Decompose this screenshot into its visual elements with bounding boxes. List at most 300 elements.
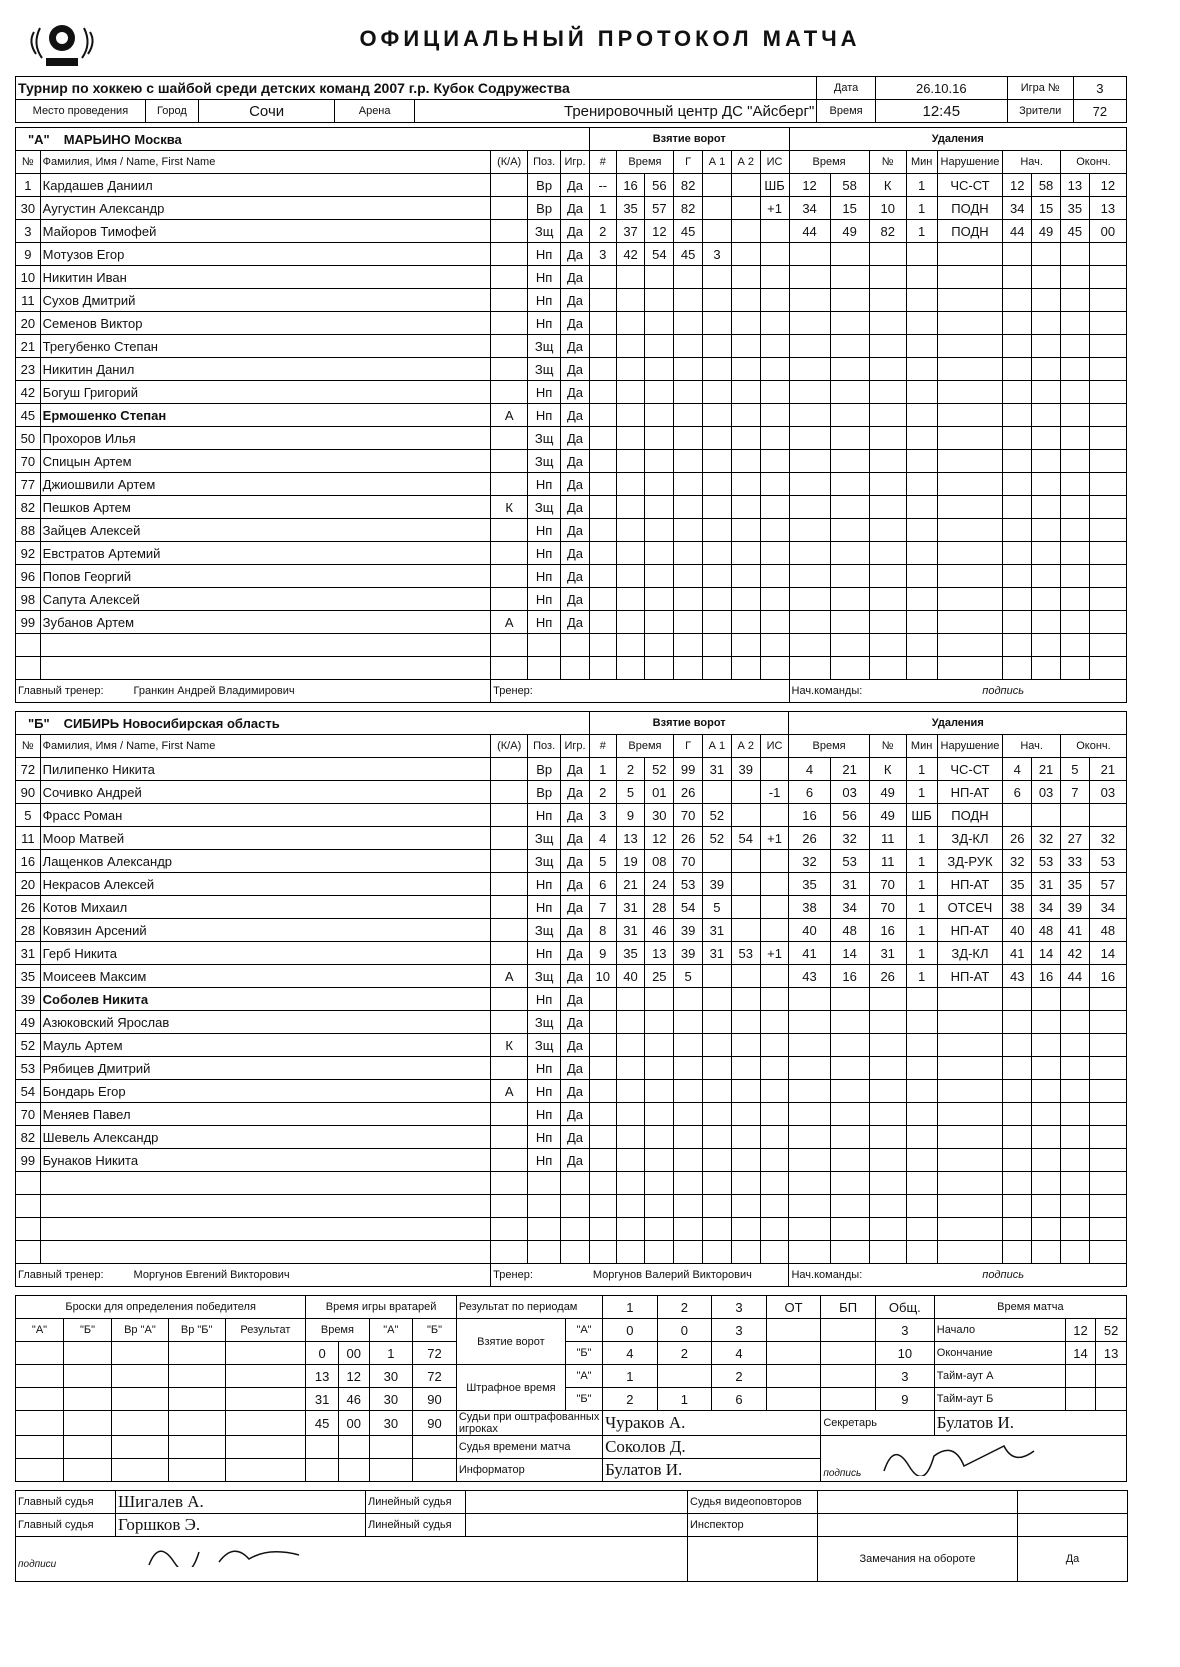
time-value: 12:45 [875,100,1007,123]
gk-cell: 45 [306,1411,339,1436]
goal-cell [731,220,760,243]
player-position: Вр [528,197,561,220]
penalty-cell: 49 [869,781,906,804]
player-ka [491,942,528,965]
player-number: 35 [16,965,41,988]
player-ka [491,220,528,243]
goal-cell [760,896,789,919]
pim-b-total: 9 [875,1388,934,1411]
player-name: Зубанов Артем [40,611,490,634]
arena-value: Тренировочный центр ДС "Айсберг" [415,100,817,123]
player-number: 11 [16,827,41,850]
shootout-col-gk-b: Вр "Б" [168,1319,225,1342]
goal-cell [703,197,732,220]
goal-cell: 70 [674,804,703,827]
shootout-col-gk-a: Вр "А" [112,1319,169,1342]
col-p_min: Мин [906,151,937,174]
team-a-marker: "А" [565,1365,602,1388]
player-row [16,1057,1127,1080]
col-g_g: Г [674,151,703,174]
penalty-cell: 03 [1032,781,1061,804]
goal-cell [731,873,760,896]
penalty-cell: 39 [1060,896,1089,919]
goals-title: Взятие ворот [589,712,789,735]
player-name: Фрасс Роман [40,804,491,827]
penalty-cell: 43 [789,965,830,988]
goals-b-ot [766,1342,821,1365]
player-played: Да [561,1149,590,1172]
penalty-cell: 26 [789,827,830,850]
goal-cell: 39 [674,942,703,965]
player-number: 49 [16,1011,41,1034]
goal-cell: 39 [731,758,760,781]
penalty-box-judge: Чураков А. [603,1411,821,1436]
player-number: 88 [16,519,41,542]
penalty-cell: 1 [906,919,937,942]
player-number: 50 [16,427,41,450]
penalty-cell: 26 [1003,827,1032,850]
goals-a-total: 3 [875,1319,934,1342]
period-col-total: Общ. [875,1296,934,1319]
penalty-cell: 32 [830,827,869,850]
penalty-cell: НП-АТ [937,781,1003,804]
col-play: Игр. [561,151,590,174]
gk-cell: 30 [369,1411,413,1436]
penalty-cell: 21 [830,758,869,781]
remarks-label: Замечания на обороте [818,1537,1018,1582]
player-ka [491,565,528,588]
player-played: Да [561,519,590,542]
player-ka: К [491,1034,528,1057]
start-label: Начало [934,1319,1065,1342]
player-played: Да [561,1080,590,1103]
gk-col-b: "Б" [413,1319,457,1342]
player-row [16,873,1127,896]
player-name: Моор Матвей [40,827,491,850]
goal-cell: 3 [703,243,732,266]
player-position: Вр [528,758,561,781]
coach-name: Моргунов Валерий Викторович [592,1269,752,1281]
goal-cell [731,174,760,197]
informer-name: Булатов И. [603,1459,821,1482]
player-row [16,781,1127,804]
goals-label: Взятие ворот [456,1319,565,1365]
referee-1: Шигалев А. [116,1491,366,1514]
player-name: Сухов Дмитрий [40,289,490,312]
spectators-label: Зрители [1007,100,1073,123]
player-number: 54 [16,1080,41,1103]
end-hour: 14 [1065,1342,1096,1365]
pim-b-ot [766,1388,821,1411]
secretary-label: Секретарь [821,1411,934,1436]
player-position: Нп [528,988,561,1011]
penalty-cell: 48 [830,919,869,942]
player-played: Да [561,1034,590,1057]
player-name: Богуш Григорий [40,381,490,404]
player-number: 45 [16,404,41,427]
goal-cell: 40 [616,965,645,988]
player-number: 23 [16,358,41,381]
penalty-cell: 44 [789,220,830,243]
gk-cell: 46 [339,1388,370,1411]
goals-a-p2: 0 [657,1319,712,1342]
penalty-cell: 41 [1003,942,1032,965]
penalty-cell: 6 [789,781,830,804]
penalty-cell: 82 [869,220,906,243]
player-name: Лащенков Александр [40,850,491,873]
player-position: Зщ [528,1011,561,1034]
gk-cell: 0 [306,1342,339,1365]
team_a-roster-table [15,127,1127,703]
player-ka [491,827,528,850]
player-number: 82 [16,1126,41,1149]
player-row [16,404,1127,427]
player-row [16,381,1127,404]
player-row [16,611,1127,634]
goal-cell: 21 [616,873,645,896]
player-number: 28 [16,919,41,942]
player-played: Да [561,896,590,919]
penalty-cell: 41 [1060,919,1089,942]
player-number: 82 [16,496,41,519]
player-row [16,758,1127,781]
player-name: Герб Никита [40,942,491,965]
goal-cell: 1 [589,758,616,781]
player-number: 90 [16,781,41,804]
player-position: Нп [528,266,561,289]
col-g_a2: А 2 [731,151,760,174]
goal-cell [760,873,789,896]
goals-b-p1: 4 [603,1342,658,1365]
penalty-cell: 21 [1089,758,1126,781]
penalty-cell: 31 [830,873,869,896]
player-played: Да [561,804,590,827]
gk-cell: 12 [339,1365,370,1388]
date-value: 26.10.16 [875,77,1007,100]
penalty-cell: НП-АТ [937,873,1003,896]
player-row [16,634,1127,657]
col-number: № [16,151,41,174]
penalty-cell: 00 [1089,220,1126,243]
player-name: Ермошенко Степан [40,404,490,427]
penalty-cell: ПОДН [937,197,1003,220]
player-number: 99 [16,1149,41,1172]
player-played: Да [561,611,590,634]
col-name [40,151,490,174]
period-col-bp: БП [821,1296,876,1319]
player-row [16,827,1127,850]
gk-cell: 00 [339,1411,370,1436]
player-row [16,496,1127,519]
player-played: Да [561,758,590,781]
player-ka [491,850,528,873]
player-row [16,896,1127,919]
player-ka [491,243,528,266]
penalty-cell: 41 [789,942,830,965]
penalty-cell: 44 [1060,965,1089,988]
player-row [16,1080,1127,1103]
player-number: 3 [16,220,41,243]
player-ka [491,450,528,473]
goal-cell: 54 [731,827,760,850]
player-position: Нп [528,1057,561,1080]
goal-cell: 12 [645,220,674,243]
penalty-cell: 32 [789,850,830,873]
penalty-cell [1089,804,1126,827]
penalty-cell: ОТСЕЧ [937,896,1003,919]
player-position: Зщ [528,335,561,358]
col-p_min: Мин [906,735,937,758]
penalty-cell: 1 [906,873,937,896]
player-row [16,519,1127,542]
penalty-cell: НП-АТ [937,965,1003,988]
player-ka [491,781,528,804]
team-a-section [15,127,1127,703]
goal-cell: 8 [589,919,616,942]
col-play: Игр. [561,735,590,758]
penalty-cell: 03 [1089,781,1126,804]
goal-cell: 35 [616,942,645,965]
goal-cell: 31 [703,942,732,965]
goal-cell [731,197,760,220]
penalty-cell: 1 [906,850,937,873]
player-position: Нп [528,942,561,965]
goal-cell: 56 [645,174,674,197]
informer-label: Информатор [456,1459,602,1482]
player-row [16,1149,1127,1172]
player-name: Котов Михаил [40,896,491,919]
referee-2: Горшков Э. [116,1514,366,1537]
penalty-cell: ЧС-СТ [937,174,1003,197]
col-pen-start: Нач. [1003,735,1061,758]
player-ka [491,335,528,358]
col-goal-time: Время [616,151,674,174]
sign-label: подпись [982,685,1025,697]
goals-b-bp [821,1342,876,1365]
penalty-cell: 12 [1003,174,1032,197]
goal-cell: 13 [616,827,645,850]
end-minute: 13 [1096,1342,1127,1365]
penalty-cell: 42 [1060,942,1089,965]
player-ka [491,896,528,919]
goal-cell: 31 [703,758,732,781]
player-name: Спицын Артем [40,450,490,473]
penalty-cell: 35 [1060,197,1089,220]
head-coach [16,1264,491,1287]
penalty-cell: 34 [1003,197,1032,220]
goal-cell [731,243,760,266]
player-row [16,174,1127,197]
player-played: Да [561,965,590,988]
penalty-cell: 13 [1060,174,1089,197]
col-g_g: Г [674,735,703,758]
penalty-cell: 21 [1032,758,1061,781]
player-position: Нп [528,473,561,496]
goal-cell: 10 [589,965,616,988]
penalty-cell: 34 [1032,896,1061,919]
player-number: 96 [16,565,41,588]
player-name: Джиошвили Артем [40,473,490,496]
goal-cell: 82 [674,197,703,220]
player-row [16,243,1127,266]
goals-a-bp [821,1319,876,1342]
team_b-roster-table [15,711,1127,1287]
penalty-cell: ЗД-КЛ [937,942,1003,965]
inspector-label: Инспектор [688,1514,818,1537]
period-col-1: 1 [603,1296,658,1319]
head-coach-name: Гранкин Андрей Владимирович [133,685,295,697]
penalty-cell: 35 [1003,873,1032,896]
player-number: 72 [16,758,41,781]
team-letter: "Б" [28,715,50,731]
player-played: Да [561,312,590,335]
penalties-title: Удаления [789,712,1127,735]
penalty-cell: К [869,758,906,781]
captain [789,1264,1127,1287]
player-position: Нп [528,312,561,335]
protocol-form [15,76,1127,1582]
player-row [16,919,1127,942]
penalties-title: Удаления [789,128,1127,151]
player-position: Нп [528,873,561,896]
goal-cell: 45 [674,220,703,243]
player-number: 1 [16,174,41,197]
player-row [16,565,1127,588]
captain-label: Нач.команды: [791,1269,863,1281]
player-position: Нп [528,381,561,404]
captain [789,680,1127,703]
team-title [16,128,590,151]
penalty-cell: ЗД-РУК [937,850,1003,873]
col-name [40,735,491,758]
player-row [16,1195,1127,1218]
goal-cell: 5 [589,850,616,873]
goal-cell: +1 [760,942,789,965]
player-name: Пилипенко Никита [40,758,491,781]
player-number: 77 [16,473,41,496]
goal-cell: 5 [674,965,703,988]
player-ka: А [491,611,528,634]
player-played: Да [561,1057,590,1080]
player-position: Зщ [528,850,561,873]
player-row [16,1172,1127,1195]
head-coach-name: Моргунов Евгений Викторович [133,1269,290,1281]
match-time-title: Время матча [934,1296,1126,1319]
penalty-cell: 1 [906,965,937,988]
penalty-cell: 32 [1032,827,1061,850]
goal-cell: 39 [674,919,703,942]
time-label: Время [817,100,876,123]
penalty-cell: 11 [869,850,906,873]
pim-label: Штрафное время [456,1365,565,1411]
gk-cell: 1 [369,1342,413,1365]
team-letter: "А" [28,131,50,147]
player-position: Зщ [528,450,561,473]
penalty-cell: 38 [1003,896,1032,919]
penalty-cell: ЧС-СТ [937,758,1003,781]
penalty-cell: 16 [869,919,906,942]
player-number: 30 [16,197,41,220]
player-row [16,1241,1127,1264]
player-position: Зщ [528,1034,561,1057]
head-coach-label: Главный тренер: [18,685,104,697]
player-name: Некрасов Алексей [40,873,491,896]
gk-col-time: Время [306,1319,369,1342]
player-number: 92 [16,542,41,565]
goal-cell: 4 [589,827,616,850]
col-ka: (К/А) [491,735,528,758]
player-name: Ковязин Арсений [40,919,491,942]
player-played: Да [561,781,590,804]
player-position: Нп [528,565,561,588]
player-ka [491,427,528,450]
player-number: 20 [16,312,41,335]
penalty-cell: 4 [789,758,830,781]
col-goal-time: Время [616,735,674,758]
goal-cell [731,919,760,942]
player-row [16,473,1127,496]
tournament-name: Турнир по хоккею с шайбой среди детских команд 2007 г.р. Кубок Содружества [16,77,817,100]
game-label: Игра № [1007,77,1073,100]
player-row [16,1218,1127,1241]
player-position: Нп [528,1080,561,1103]
player-ka [491,758,528,781]
player-played: Да [561,850,590,873]
player-name: Азюковский Ярослав [40,1011,491,1034]
goalie-time-title: Время игры вратарей [306,1296,457,1319]
player-ka [491,988,528,1011]
goal-cell: 24 [645,873,674,896]
player-played: Да [561,289,590,312]
player-row [16,197,1127,220]
player-number: 9 [16,243,41,266]
penalty-cell: 33 [1060,850,1089,873]
player-name: Мотузов Егор [40,243,490,266]
player-row [16,657,1127,680]
player-position: Зщ [528,919,561,942]
secretary-signature [864,1436,1064,1476]
document-title: ОФИЦИАЛЬНЫЙ ПРОТОКОЛ МАТЧА [359,26,861,51]
periods-title: Результат по периодам [456,1296,602,1319]
penalty-cell: 53 [830,850,869,873]
col-g_is: ИС [760,151,789,174]
player-ka [491,919,528,942]
player-row [16,335,1127,358]
goal-cell: 37 [616,220,645,243]
player-ka [491,1103,528,1126]
coach-label: Тренер: [493,685,533,697]
goal-cell: 42 [616,243,645,266]
player-played: Да [561,450,590,473]
penalty-cell: 1 [906,827,937,850]
gk-cell: 30 [369,1388,413,1411]
goal-cell [760,220,789,243]
col-goal-num: # [589,735,616,758]
col-p_num: № [869,151,906,174]
penalty-cell: 48 [1089,919,1126,942]
goal-cell: -1 [760,781,789,804]
sign-label: подпись [982,1269,1024,1281]
player-row [16,450,1127,473]
player-ka [491,358,528,381]
penalty-cell: ПОДН [937,220,1003,243]
player-ka [491,1126,528,1149]
player-ka [491,1011,528,1034]
penalty-box-label: Судьи при оштрафованных игроках [456,1411,602,1436]
player-played: Да [561,919,590,942]
penalty-cell: 34 [830,896,869,919]
col-p_viol: Нарушение [937,735,1003,758]
